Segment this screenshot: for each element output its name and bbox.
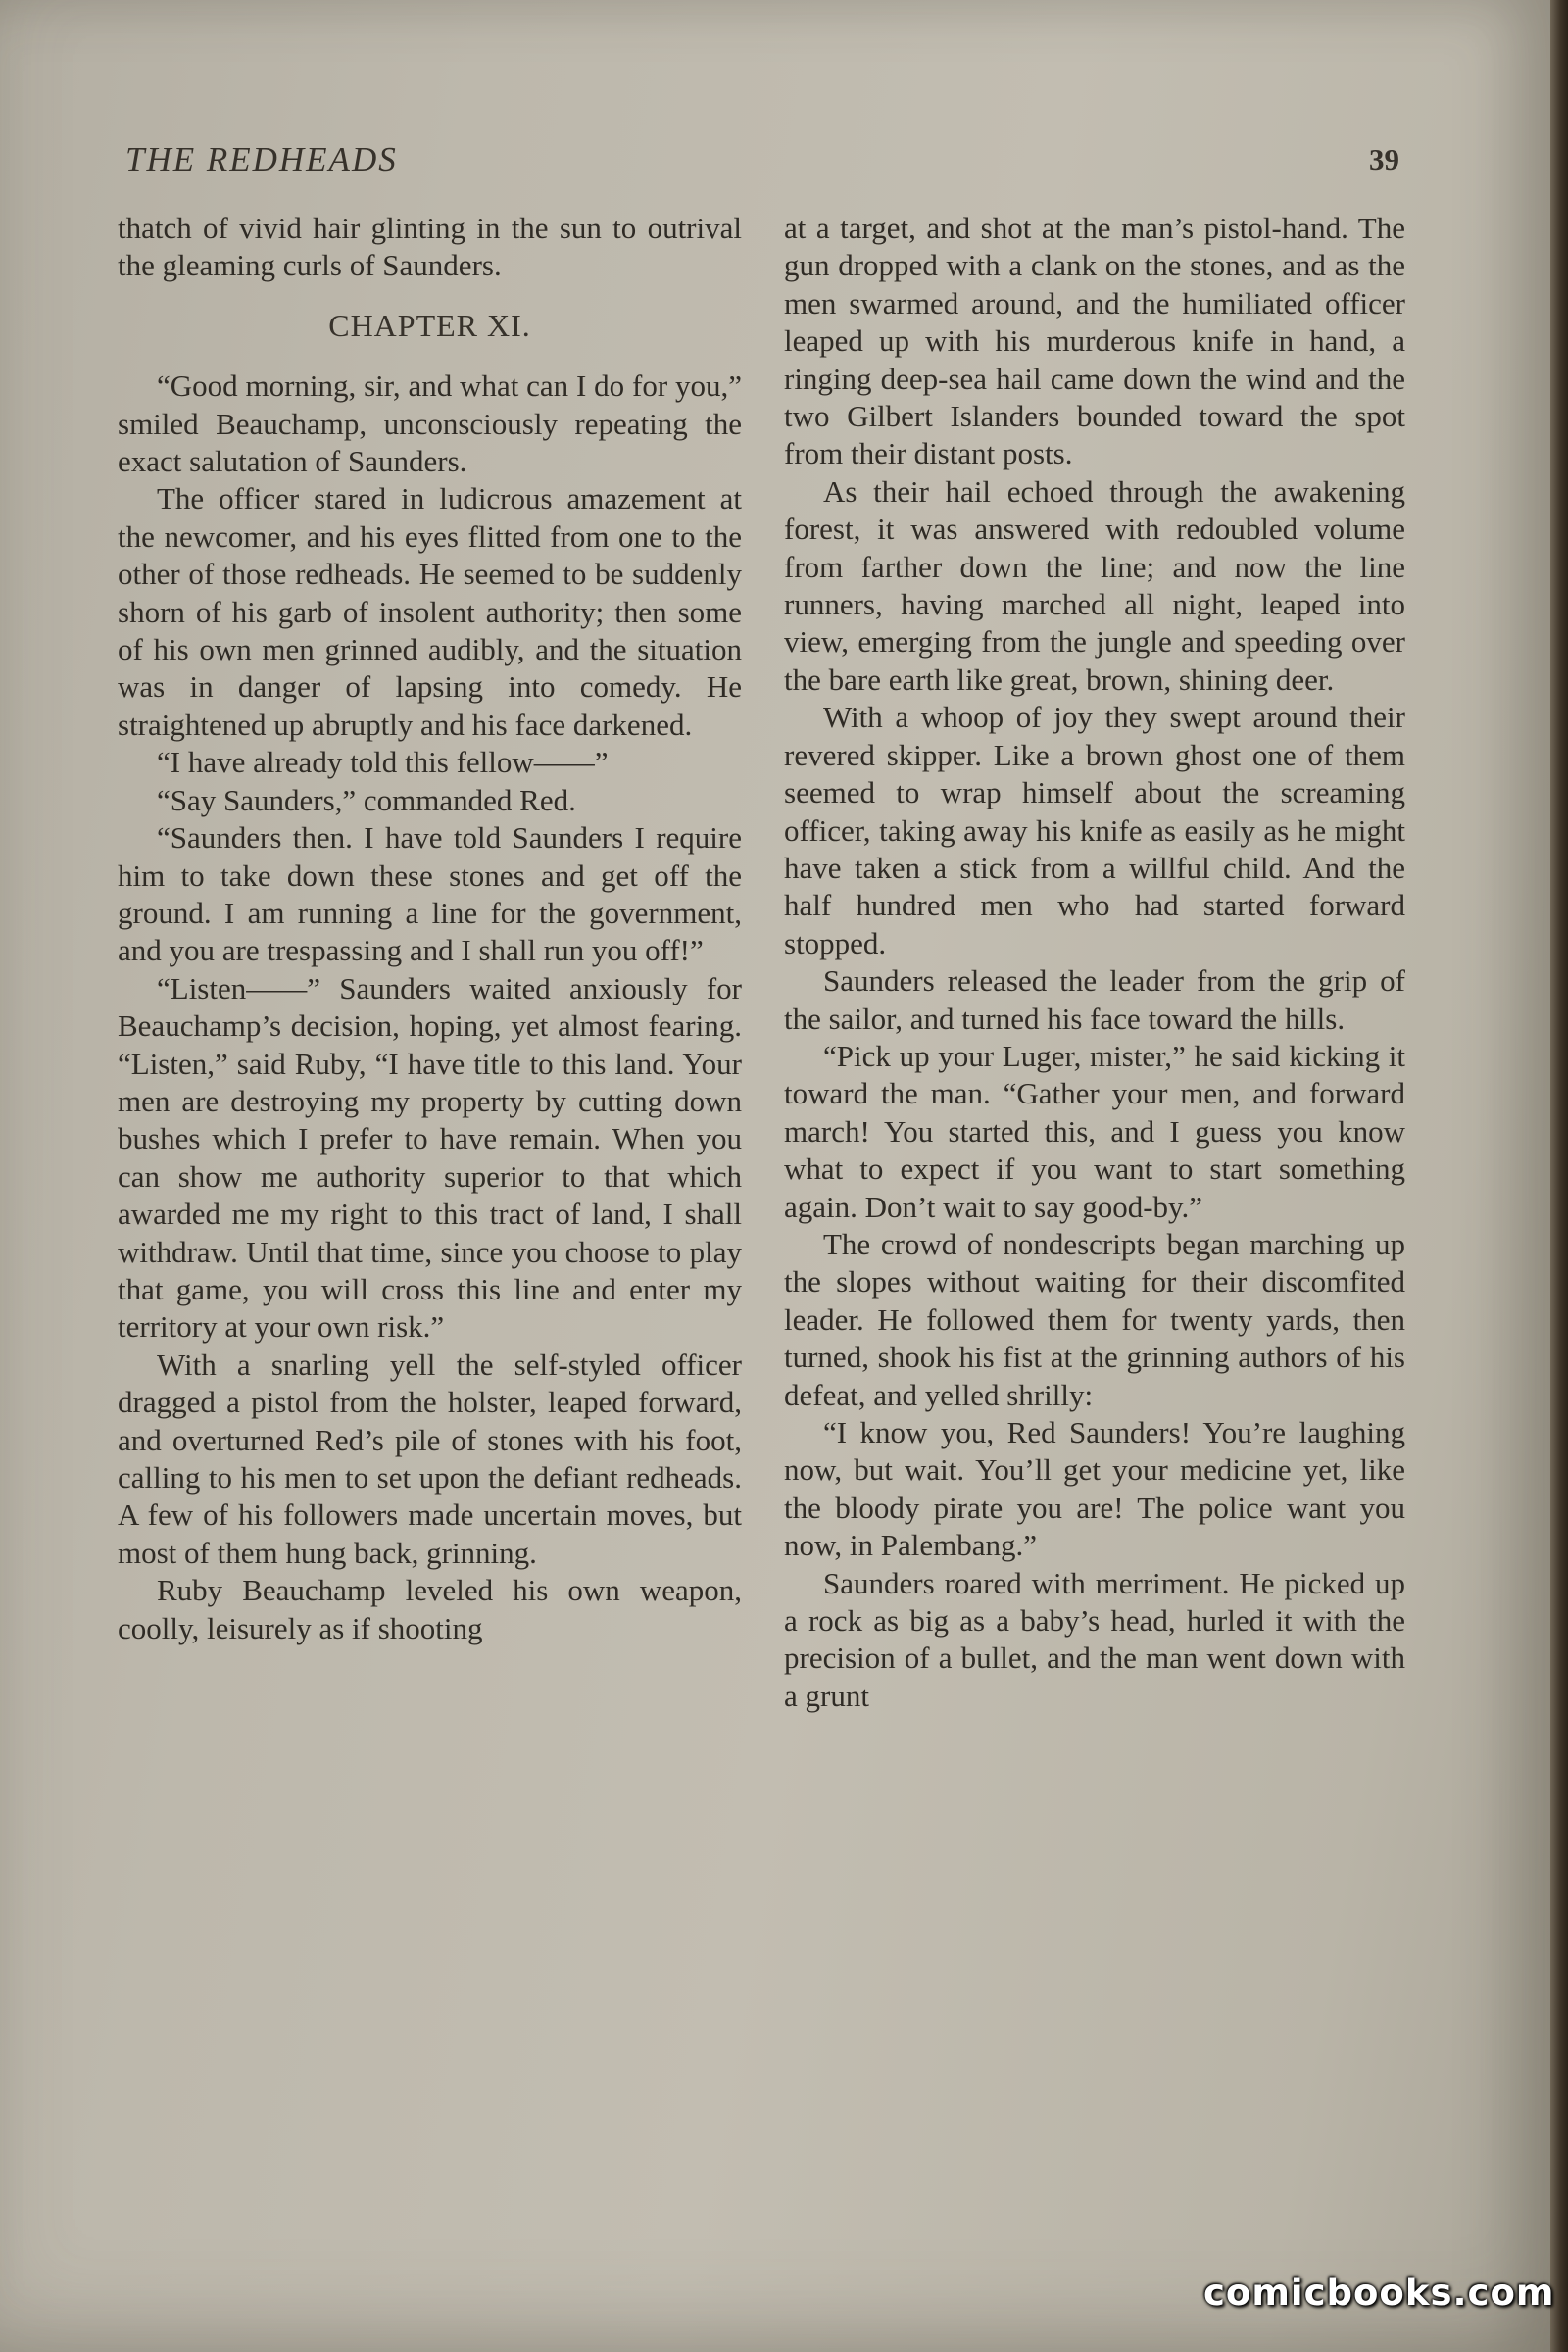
paragraph: As their hail echoed through the awakening forest, it was answered with redoubled volume from farther down the line; and now the line runners, having marched all night, leaped into view, emerging from the jungle and speeding over the bare earth like great, brown, shining deer. [784,473,1405,697]
paragraph: “I know you, Red Saunders! You’re laughing now, but wait. You’ll get your medicine yet, like the bloody pirate you are! The police want you now, in Palembang.” [784,1415,1405,1563]
paragraph: Ruby Beauchamp leveled his own weapon, coolly, leisurely as if shooting [118,1573,742,1645]
paragraph: With a whoop of joy they swept around their revered skipper. Like a brown ghost one of them seemed to wrap himself about the screaming officer, taking away his knife as easily as he might have taken a stick from a willful child. And the half hundred men who had started forward stopped. [784,700,1405,960]
paragraph: at a target, and shot at the man’s pistol-hand. The gun dropped with a clank on the stones, and as the men swarmed around, and the humiliated officer leaped up with his murderous knife in hand, a ringing deep-sea hail came down the wind and the two Gilbert Islanders bounded toward the spot from their distant posts. [784,211,1405,471]
paragraph: “Good morning, sir, and what can I do for you,” smiled Beauchamp, unconsciously repeating the exact salutation of Saunders. [118,368,742,479]
running-title: THE REDHEADS [125,140,398,178]
left-column [118,210,742,1647]
paragraph: The crowd of nondescripts began marching up the slopes without waiting for their discomfited leader. He followed them for twenty yards, then turned, shook his fist at the grinning authors of his defeat, and yelled shrilly: [784,1226,1405,1412]
paragraph: “Pick up your Luger, mister,” he said kicking it toward the man. “Gather your men, and forward march! You started this, and I guess you know what to expect if you want to start something again. Don’t wait to say good-by.” [784,1038,1405,1224]
paragraph: “Listen——” Saunders waited anxiously for Beauchamp’s decision, hoping, yet almost fearing. “Listen,” said Ruby, “I have title to this land. Your men are destroying my property by cutting down bushes which I prefer to have remain. When you can show me authority superior to that which awarded me my right to this tract of land, I shall withdraw. Until that time, since you choose to play that game, you will cross this line and enter my territory at your own risk.” [118,970,742,1345]
page-number: 39 [1369,142,1399,176]
paragraph: Saunders released the leader from the grip of the sailor, and turned his face toward the hills. [784,963,1405,1036]
paragraph: Saunders roared with merriment. He picked up a rock as big as a baby’s head, hurled it with the precision of a bullet, and the man went down with a grunt [784,1565,1405,1713]
right-column [784,210,1405,1715]
paragraph: “Say Saunders,” commanded Red. [157,782,576,817]
paragraph: “I have already told this fellow——” [157,745,609,780]
paragraph: “Saunders then. I have told Saunders I require him to take down these stones and get off the ground. I am running a line for the government, and you are trespassing and I shall run you off!” [118,820,742,968]
chapter-heading: CHAPTER XI. [328,307,531,343]
page-header [125,140,1399,189]
paragraph: With a snarling yell the self-styled officer dragged a pistol from the holster, leaped forward, and overturned Red’s pile of stones with his foot, calling to his men to set upon the defiant redheads. A few of his followers made uncertain moves, but most of them hung back, grinning. [118,1347,742,1570]
site-watermark: comicbooks.com [1203,2272,1555,2314]
book-binding [1550,0,1568,2352]
paragraph: The officer stared in ludicrous amazement at the newcomer, and his eyes flitted from one to the other of those redheads. He seemed to be suddenly shorn of his garb of insolent authority; then some of his own men grinned audibly, and the situation was in danger of lapsing into comedy. He straightened up abruptly and his face darkened. [118,481,742,742]
paragraph: thatch of vivid hair glinting in the sun to outrival the gleaming curls of Saunders. [118,211,742,283]
